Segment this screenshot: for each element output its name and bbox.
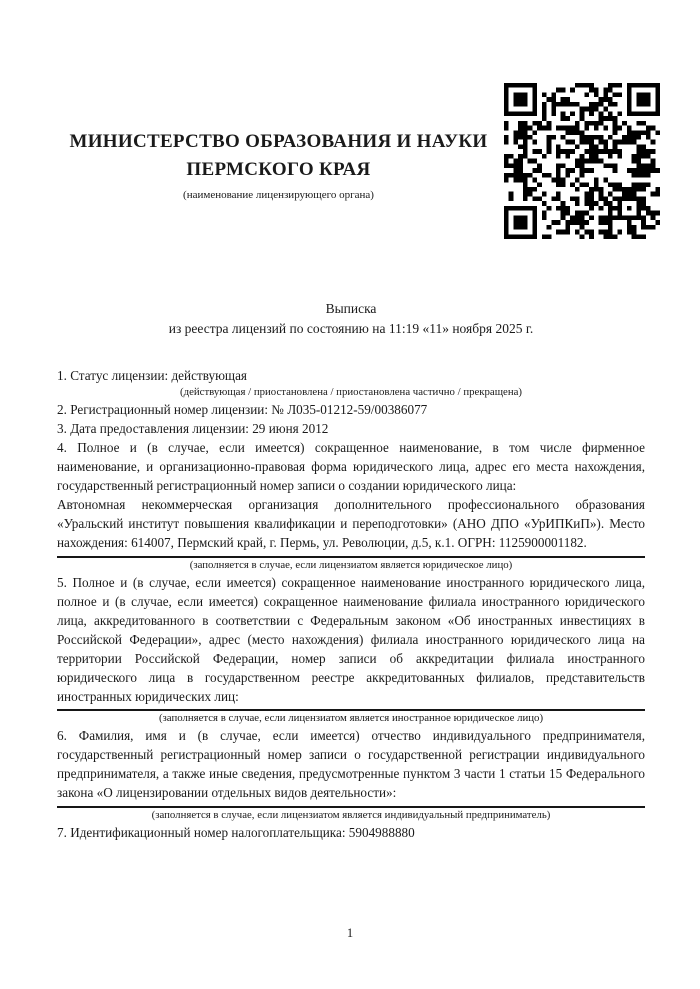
field-legal-entity-value: Автономная некоммерческая организация дополнительного профессионального образования «Уральский институт повышения квалификации и переподготовки» (АНО ДПО «УрИПКиП»). Место нахождения: 614007, Пермский край, г. Пермь, ул. Революции, д.5, к.1. ОГРН: 1125900001182. [57, 497, 645, 550]
field-license-status: 1. Статус лицензии: действующая [57, 368, 248, 383]
document-body [57, 366, 645, 842]
field-grant-date: 3. Дата предоставления лицензии: 29 июня 2012 [57, 421, 329, 436]
field-legal-entity-heading: 4. Полное и (в случае, если имеется) сокращенное наименование, в том числе фирменное наименование, и организационно-правовая форма юридического лица, адрес его места нахождения, государственный регистрационный номер записи о создании юридического лица: [57, 440, 645, 493]
field-taxpayer-number: 7. Идентификационный номер налогоплательщика: 5904988880 [57, 825, 415, 840]
field-foreign-entity-heading: 5. Полное и (в случае, если имеется) сокращенное наименование иностранного юридического лица, полное и (в случае, если имеется) сокращенное наименование филиала иностранного юридического лица, аккредитованного в соответствии с Федеральным законом «Об иностранных инвестициях в Российской Федерации», адрес (место нахождения) филиала иностранного юридического лица на территории Российской Федерации, номер записи об аккредитации филиала иностранного юридического лица в государственном реестре аккредитованных филиалов, представительств иностранных юридических лиц: [57, 575, 645, 704]
field-entrepreneur-heading: 6. Фамилия, имя и (в случае, если имеется) отчество индивидуального предпринимателя, государственный регистрационный номер записи о государственной регистрации индивидуального предпринимателя, а также иные сведения, предусмотренные пунктом 3 части 1 статьи 15 Федерального закона «О лицензировании отдельных видов деятельности»: [57, 728, 645, 800]
license-status-options-note: (действующая / приостановлена / приостановлена частично / прекращена) [180, 386, 522, 398]
field-registration-number: 2. Регистрационный номер лицензии: № Л035-01212-59/00386077 [57, 402, 428, 417]
foreign-entity-caption: (заполняется в случае, если лицензиатом является иностранное юридическое лицо) [158, 712, 544, 724]
document-title-line2: из реестра лицензий по состоянию на 11:19 «11» ноября 2025 г. [168, 321, 534, 336]
document-title-line1: Выписка [325, 301, 377, 316]
legal-entity-caption: (заполняется в случае, если лицензиатом является юридическое лицо) [189, 559, 513, 571]
qr-code [504, 83, 660, 239]
ministry-name-line2: ПЕРМСКОГО КРАЯ [186, 159, 371, 180]
entrepreneur-caption: (заполняется в случае, если лицензиатом является индивидуальный предприниматель) [151, 809, 551, 821]
ministry-caption: (наименование лицензирующего органа) [183, 189, 374, 201]
licensing-authority-header [57, 128, 500, 202]
page-number: 1 [346, 926, 354, 940]
document-title [57, 299, 645, 339]
ministry-name-line1: МИНИСТЕРСТВО ОБРАЗОВАНИЯ И НАУКИ [69, 131, 488, 152]
